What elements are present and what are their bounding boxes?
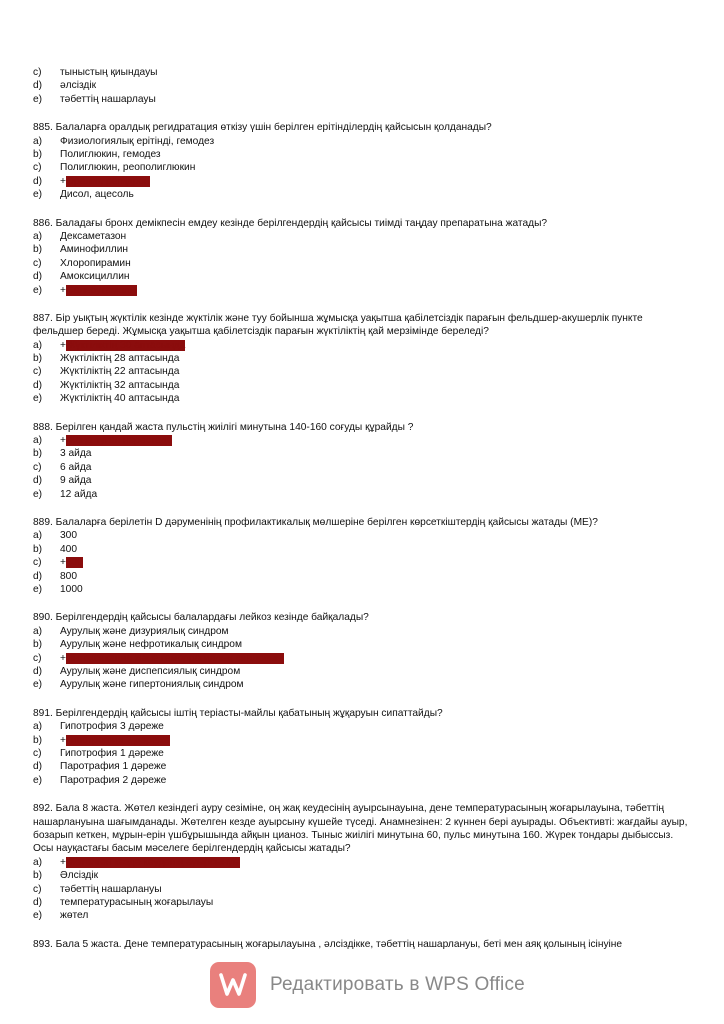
option-letter: e) (33, 679, 43, 691)
option-letter: d) (33, 896, 43, 908)
option-letter: a) (33, 135, 43, 147)
correct-mark: + (60, 435, 66, 447)
question-gap (33, 596, 693, 611)
option-text: Паротрафия 2 дәреже (60, 774, 167, 786)
option-text-wrap (60, 734, 170, 747)
option-letter: b) (33, 543, 43, 555)
answer-option (33, 379, 693, 392)
option-letter: b) (33, 639, 43, 651)
option-text-wrap (60, 339, 185, 352)
option-letter: a) (33, 721, 43, 733)
option-letter: b) (33, 353, 43, 365)
answer-option (33, 734, 693, 747)
answer-option (33, 243, 693, 256)
answer-option (33, 339, 693, 352)
question-text: 888. Берілген қандай жаста пульстің жиілігі минутына 140-160 соғуды құрайды ? (33, 421, 414, 433)
option-letter: d) (33, 665, 43, 677)
answer-option (33, 665, 693, 678)
question-gap (33, 787, 693, 802)
correct-mark: + (60, 284, 66, 296)
option-text: Жүктіліктің 28 аптасында (60, 353, 180, 365)
option-letter: e) (33, 284, 43, 296)
option-text: Гипотрофия 3 дәреже (60, 721, 164, 733)
option-letter: e) (33, 189, 43, 201)
answer-option (33, 175, 693, 188)
option-text: 9 айда (60, 475, 92, 487)
option-text-wrap (60, 392, 179, 405)
option-text-wrap (60, 135, 214, 148)
correct-mark: + (60, 175, 66, 187)
question-text: 893. Бала 5 жаста. Дене температурасының жоғарылауына , әлсіздікке, тәбеттің нашарлануы, беті мен аяқ қолының ісінуіне (33, 938, 623, 950)
option-letter: c) (33, 162, 42, 174)
answer-option (33, 638, 693, 651)
option-letter: b) (33, 734, 43, 746)
wps-edit-label[interactable]: Редактировать в WPS Office (270, 974, 525, 995)
option-letter: c) (33, 747, 42, 759)
option-text-highlighted: Гипотрофия 2 дәреже (65, 734, 170, 746)
option-text: Аурулық және диспепсиялық синдром (60, 665, 241, 677)
option-letter: c) (33, 366, 42, 378)
option-text-wrap (60, 543, 77, 556)
option-text: 3 айда (60, 448, 92, 460)
answer-option (33, 257, 693, 270)
option-text-highlighted: Интоксикация және геморрагиялық синдромы (65, 652, 284, 664)
option-text-wrap (60, 488, 97, 501)
option-letter: a) (33, 339, 43, 351)
option-text-wrap (60, 665, 240, 678)
option-text: 300 (60, 530, 77, 542)
option-text-wrap (60, 93, 156, 106)
correct-mark: + (60, 339, 66, 351)
question-block (33, 802, 693, 923)
question-text: 889. Балаларға берілетін D дәруменінің профилактикалық мөлшеріне берілген көрсеткіштердің қайсысы жатады (МЕ)? (33, 517, 598, 529)
option-text: Аурулық және гипертониялық синдром (60, 679, 244, 691)
option-text-wrap (60, 461, 91, 474)
option-text-wrap (60, 148, 161, 161)
question-block (33, 312, 693, 406)
option-letter: e) (33, 393, 43, 405)
option-letter: c) (33, 257, 42, 269)
option-letter: a) (33, 230, 43, 242)
option-text: 1000 (60, 583, 83, 595)
answer-option (33, 583, 693, 596)
question-gap (33, 406, 693, 421)
answer-option (33, 556, 693, 569)
correct-mark: + (60, 557, 66, 569)
answer-option (33, 856, 693, 869)
option-text-wrap (60, 556, 83, 569)
option-letter: e) (33, 910, 43, 922)
correct-mark: + (60, 856, 66, 868)
answer-option (33, 774, 693, 787)
question-text: 891. Берілгендердің қайсысы іштің теріасты-майлы қабатының жұқаруын сипаттайды? (33, 707, 443, 719)
option-text: 400 (60, 543, 77, 555)
option-letter: e) (33, 583, 43, 595)
option-text: Амоксициллин (60, 271, 130, 283)
answer-option (33, 66, 693, 79)
answer-option (33, 461, 693, 474)
option-text-wrap (60, 230, 126, 243)
option-text: Жүктіліктің 32 аптасында (60, 379, 180, 391)
option-letter: a) (33, 856, 43, 868)
answer-option (33, 392, 693, 405)
option-letter: b) (33, 870, 43, 882)
option-letter: d) (33, 80, 43, 92)
option-text-wrap (60, 365, 179, 378)
option-letter: e) (33, 488, 43, 500)
question-text: 886. Баладағы бронх демікпесін емдеу кезінде берілгендердің қайсысы тиімді таңдау препаратына жатады? (33, 217, 548, 229)
answer-option (33, 161, 693, 174)
question-block (33, 707, 693, 787)
option-text: Аминофиллин (60, 244, 129, 256)
correct-mark: + (60, 652, 66, 664)
option-text: Полиглюкин, гемодез (60, 148, 161, 160)
option-text-wrap (60, 760, 166, 773)
option-text-wrap (60, 529, 77, 542)
option-text: Әлсіздік (60, 870, 99, 882)
option-letter: b) (33, 244, 43, 256)
answer-option (33, 230, 693, 243)
option-text-wrap (60, 869, 98, 882)
question-gap (33, 923, 693, 938)
answer-option (33, 720, 693, 733)
option-text: Полиглюкин, реополиглюкин (60, 162, 196, 174)
answer-option (33, 529, 693, 542)
option-text: тыныстың қиындауы (60, 67, 158, 78)
option-letter: d) (33, 379, 43, 391)
answer-option (33, 760, 693, 773)
option-text-wrap (60, 379, 179, 392)
option-letter: d) (33, 570, 43, 582)
answer-option (33, 883, 693, 896)
option-text: 12 айда (60, 488, 98, 500)
option-text-highlighted: Жаңа туған нәрестеде (65, 435, 173, 447)
option-text: 6 айда (60, 461, 92, 473)
answer-option (33, 570, 693, 583)
option-text-wrap (60, 883, 162, 896)
answer-option (33, 365, 693, 378)
option-text: жөтел (60, 910, 89, 922)
answer-option (33, 652, 693, 665)
option-letter: e) (33, 774, 43, 786)
option-text: Аурулық және нефротикалық синдром (60, 639, 242, 651)
option-letter: d) (33, 475, 43, 487)
option-text-wrap (60, 774, 166, 787)
wps-edit-banner[interactable] (210, 962, 525, 1008)
option-text-wrap (60, 175, 150, 188)
option-letter: c) (33, 67, 42, 78)
option-letter: c) (33, 883, 42, 895)
option-text: тәбеттің нашарлануы (60, 883, 162, 895)
answer-option (33, 474, 693, 487)
question-block (33, 421, 693, 501)
option-text-wrap (60, 638, 242, 651)
option-text-wrap (60, 188, 134, 201)
question-text: 890. Берілгендердің қайсысы балалардағы лейкоз кезінде байқалады? (33, 612, 369, 624)
option-text-wrap (60, 66, 157, 79)
option-text: тәбеттің нашарлауы (60, 93, 156, 105)
question-block (33, 611, 693, 691)
option-text-wrap (60, 243, 128, 256)
answer-option (33, 135, 693, 148)
question-gap (33, 297, 693, 312)
option-text-wrap (60, 79, 96, 92)
option-letter: e) (33, 93, 43, 105)
option-text-wrap (60, 434, 172, 447)
answer-option (33, 79, 693, 92)
answer-option (33, 625, 693, 638)
option-text-wrap (60, 583, 83, 596)
option-text-wrap (60, 856, 240, 869)
option-text: 800 (60, 570, 77, 582)
option-text: әлсіздік (60, 80, 97, 92)
option-text-wrap (60, 352, 179, 365)
option-text-wrap (60, 909, 88, 922)
option-text: Хлоропирамин (60, 257, 131, 269)
option-letter: a) (33, 530, 43, 542)
option-text-highlighted: Жөтелген кезде кеуденің ауырсынуы (65, 856, 241, 868)
answer-option (33, 434, 693, 447)
option-text: Дексаметазон (60, 230, 127, 242)
option-letter: b) (33, 148, 43, 160)
answer-option (33, 869, 693, 882)
option-text: Дисол, ацесоль (60, 189, 134, 201)
option-text-wrap (60, 257, 131, 270)
answer-option (33, 93, 693, 106)
question-text: 892. Бала 8 жаста. Жөтел кезіндегі ауру сезіміне, оң жақ кеудесінің ауырсынауына, дене температурасының жоғарылауына, тәбеттің нашарлануына шағымданады. Жөтелген кезде ауырсыну күшейе түседі. Анамнезінен: 2 күннен бері ауырады. Объективті: жағдайы ауыр, бозарып кеткен, мұрын-ерін үшбұрышында айқын цианоз. Тыныс жиілігі минутына 60, пульс минутына 160. Жүрек тондары дыбыссыз. Осы науқастағы басым мәселеге берілгендердің қайсысы жатады? (33, 803, 688, 855)
answer-option (33, 909, 693, 922)
option-text-wrap (60, 447, 91, 460)
document-content (33, 66, 693, 951)
option-text-wrap (60, 747, 164, 760)
question-block (33, 121, 693, 201)
question-gap (33, 692, 693, 707)
answer-option (33, 188, 693, 201)
option-text: Физиологиялық ерітінді, гемодез (60, 135, 215, 147)
option-text-highlighted: Жүктіліктің 30 аптасында (65, 339, 186, 351)
answer-option (33, 148, 693, 161)
option-letter: a) (33, 435, 43, 447)
answer-option (33, 678, 693, 691)
answer-option (33, 447, 693, 460)
question-block (33, 516, 693, 596)
option-text-wrap (60, 678, 244, 691)
option-text-highlighted: Оралит, регидрон (65, 175, 150, 187)
option-text: Паротрафия 1 дәреже (60, 761, 167, 773)
option-text-wrap (60, 570, 77, 583)
option-text: Аурулық және дизуриялық синдром (60, 625, 229, 637)
option-letter: d) (33, 175, 43, 187)
question-gap (33, 202, 693, 217)
option-text-wrap (60, 270, 130, 283)
option-text-wrap (60, 474, 91, 487)
option-text-highlighted: 500 (65, 557, 83, 569)
option-text-highlighted: Сальбутамолы (65, 284, 137, 296)
correct-mark: + (60, 734, 66, 746)
option-letter: a) (33, 625, 43, 637)
option-text-wrap (60, 284, 137, 297)
option-text-wrap (60, 720, 164, 733)
option-text: Жүктіліктің 40 аптасында (60, 393, 180, 405)
option-letter: c) (33, 461, 42, 473)
answer-option (33, 488, 693, 501)
question-gap (33, 106, 693, 121)
answer-option (33, 747, 693, 760)
option-text: Жүктіліктің 22 аптасында (60, 366, 180, 378)
option-text: Гипотрофия 1 дәреже (60, 747, 164, 759)
option-letter: c) (33, 652, 42, 664)
option-letter: b) (33, 448, 43, 460)
answer-option (33, 352, 693, 365)
option-text-wrap (60, 652, 284, 665)
answer-option (33, 284, 693, 297)
option-text-wrap (60, 161, 195, 174)
question-block (33, 217, 693, 297)
answer-option (33, 270, 693, 283)
option-text-wrap (60, 625, 229, 638)
option-letter: d) (33, 761, 43, 773)
question-text: 885. Балаларға оралдық регидратация өткізу үшін берілген ерітінділердің қайсысын қолданады? (33, 122, 492, 134)
question-text: 887. Бір уықтың жүктілік кезінде жүктілік және туу бойынша жұмысқа уақытша қабілетсіздік парағын фельдшер-акушерлік пункте фельдшер береді. Жұмысқа уақытша қабілетсіздік парағын жүктіліктің қай мерзімінде береледі? (33, 312, 643, 338)
answer-option (33, 543, 693, 556)
option-text: температурасының жоғарылауы (60, 896, 214, 908)
option-letter: d) (33, 271, 43, 283)
answer-option (33, 896, 693, 909)
option-text-wrap (60, 896, 213, 909)
wps-logo-icon[interactable] (210, 962, 256, 1008)
option-letter: c) (33, 557, 42, 569)
question-gap (33, 501, 693, 516)
